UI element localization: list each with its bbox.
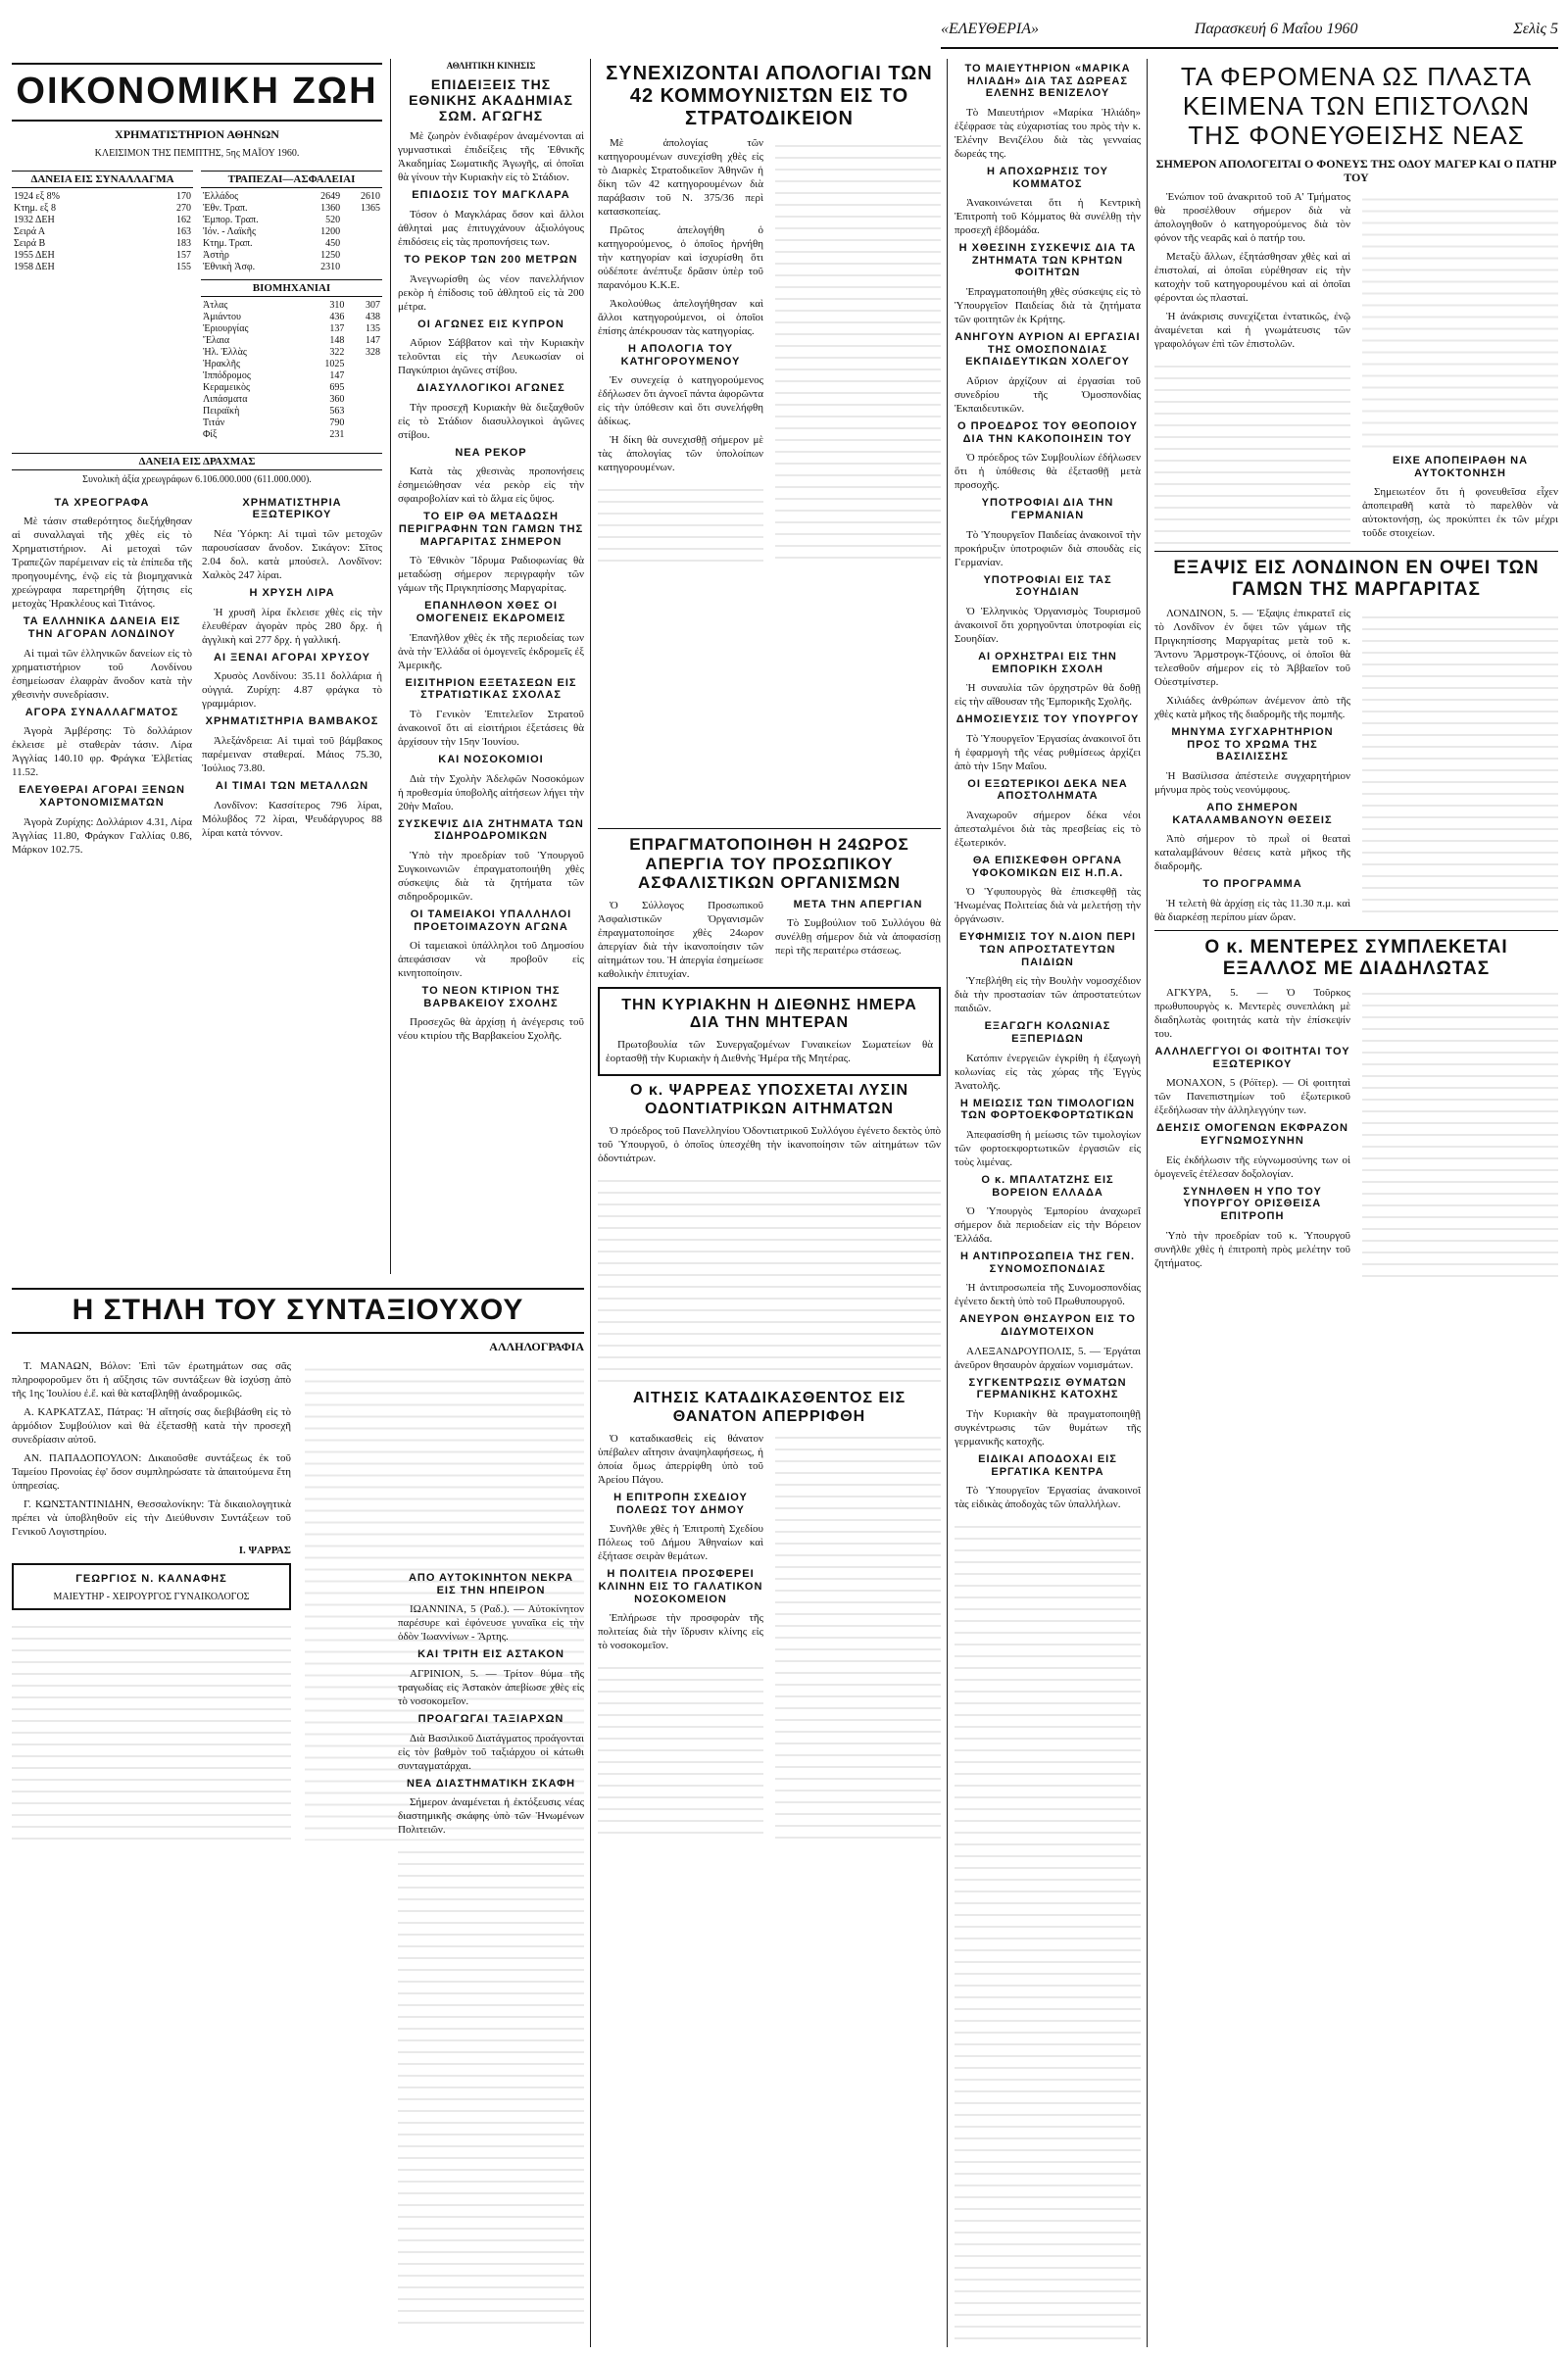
table-cell-label: 1955 ΔΕΗ xyxy=(14,249,55,261)
table-cell-value xyxy=(342,226,382,238)
drachma-loans-header: ΔΑΝΕΙΑ ΕΙΣ ΔΡΑΧΜΑΣ xyxy=(12,453,382,470)
column-text-block xyxy=(398,1841,584,2332)
table-cell-value: 137 xyxy=(329,322,345,334)
table-cell-value: 2310 xyxy=(320,261,341,272)
news-sub-17: ΣΥΓΚΕΝΤΡΩΣΙΣ ΘΥΜΑΤΩΝ ΓΕΡΜΑΝΙΚΗΣ ΚΑΤΟΧΗΣ xyxy=(968,1376,1127,1401)
news-text-9: Ἀναχωροῦν σήμερον δέκα νέοι ἀπεσταλμένοι διὰ τὰς πρεσβείας εἰς τὸ ἐξωτερικόν. xyxy=(955,810,1141,850)
table-cell-value: 162 xyxy=(176,214,191,225)
wedding-text-1: ΛΟΝΔΙΝΟΝ, 5. — Ἐξαψις ἐπικρατεῖ εἰς τὸ Λονδῖνον ἐν ὄψει τῶν γάμων τῆς Πριγκηπίσσης Μαργαρίτας μετὰ τοῦ κ. Ἄντονυ Ἄρμστρογκ-Τζόουνς, οἱ ὁποῖοι θὰ τελεσθοῦν σήμερον εἰς τὸ Ἀββαεῖον τοῦ Οὐεστμίνστερ. xyxy=(1154,608,1350,688)
table-cell-label: Ἰππόδρομος xyxy=(203,369,251,381)
table-cell-value xyxy=(342,215,382,226)
expat-text: Εἰς ἐκδήλωσιν τῆς εὐγνωμοσύνης των οἱ ὁμογενεῖς ἐτέλεσαν δοξολογίαν. xyxy=(1154,1154,1350,1180)
committee-title: Η ΕΠΙΤΡΟΠΗ ΣΧΕΔΙΟΥ ΠΟΛΕΩΣ ΤΟΥ ΔΗΜΟΥ xyxy=(613,1491,748,1516)
news-text-7: Ἡ συναυλία τῶν ὀρχηστρῶν θὰ δοθῇ εἰς τὴν αἴθουσαν τῆς Ἐμπορικῆς Σχολῆς. xyxy=(955,682,1141,709)
table-cell-value: 157 xyxy=(176,249,191,261)
table-cell-value: 360 xyxy=(329,393,345,405)
loans-table xyxy=(12,191,193,273)
table-cell-value: 563 xyxy=(329,405,345,417)
athletics-sub-6: ΤΟ ΕΙΡ ΘΑ ΜΕΤΑΔΩΣΗ ΠΕΡΙΓΡΑΦΗΝ ΤΩΝ ΓΑΜΩΝ ΤΗΣ ΜΑΡΓΑΡΙΤΑΣ ΣΗΜΕΡΟΝ xyxy=(398,511,584,548)
news-sub-11: ΕΥΦΗΜΙΣΙΣ ΤΟΥ Ν.ΔΙΟΝ ΠΕΡΙ ΤΩΝ ΑΠΡΟΣΤΑΤΕΥΤΩΝ ΠΑΙΔΙΩΝ xyxy=(958,931,1137,968)
table-cell-value: 1250 xyxy=(320,249,341,261)
table-cell-value: 438 xyxy=(366,311,380,322)
letters-text-4: Σημειωτέον ὅτι ἡ φονευθεῖσα εἶχεν ἀποπειραθῆ κατὰ τὸ παρελθὸν νὰ αὐτοκτονήσῃ, ὡς προκύπτει ἐκ τῶν μέχρι τοῦδε στοιχείων. xyxy=(1362,486,1558,540)
table-cell-label: Ἐθν. Τραπ. xyxy=(203,202,248,214)
appeal-text: Ὁ καταδικασθεὶς εἰς θάνατον ὑπέβαλεν αἴτησιν ἀναψηλαφήσεως, ἡ ὁποία ὅμως ἀπερρίφθη ὑπὸ τοῦ Ἀρείου Πάγου. xyxy=(598,1432,763,1486)
news-text-13: Ἀπεφασίσθη ἡ μείωσις τῶν τιμολογίων τῶν φορτοεκφορτωτικῶν ἐργασιῶν εἰς τοὺς λιμένας. xyxy=(955,1128,1141,1168)
pensioner-sub: ΑΛΛΗΛΟΓΡΑΦΙΑ xyxy=(489,1339,584,1353)
news-text-11: Ὑπεβλήθη εἰς τὴν Βουλὴν νομοσχέδιον διὰ τὴν προστασίαν τῶν ἀπροστατεύτων παιδιῶν. xyxy=(955,975,1141,1015)
table-cell-label: Ἐθνικὴ Ἀσφ. xyxy=(203,261,256,272)
athletics-text: Μὲ ζωηρὸν ἐνδιαφέρον ἀναμένονται αἱ γυμναστικαὶ ἐπιδείξεις τῆς Ἐθνικῆς Ἀκαδημίας Σωματικῆς Ἀγωγῆς, αἱ ὁποῖαι θὰ γίνουν τὴν Κυριακὴν εἰς τὸ Στάδιον. xyxy=(398,130,584,184)
table-cell-label: Κεραμεικὸς xyxy=(203,381,250,393)
industry-row xyxy=(201,382,382,394)
masthead-paper: «ΕΛΕΥΘΕΡΙΑ» xyxy=(941,21,1040,37)
table-cell-value: 1365 xyxy=(361,202,380,214)
column-rule xyxy=(1147,59,1148,2347)
mother-text: Πρωτοβουλία τῶν Συνεργαζομένων Γυναικείων Σωματείων θὰ ἑορτασθῇ τὴν Κυριακὴν ἡ Διεθνὴς Ἡμέρα τῆς Μητέρας. xyxy=(606,1039,933,1065)
athletics-text-2: Ἀνεγνωρίσθη ὡς νέον πανελλήνιον ρεκὸρ ἡ ἐπίδοσις τοῦ ἀθλητοῦ εἰς τὰ 200 μέτρα. xyxy=(398,272,584,313)
banks-table xyxy=(201,191,382,273)
appeal-title: ΑΙΤΗΣΙΣ ΚΑΤΑΔΙΚΑΣΘΕΝΤΟΣ ΕΙΣ ΘΑΝΑΤΟΝ ΑΠΕΡΡΙΦΘΗ xyxy=(632,1390,906,1425)
athletics-sub-14: ΚΑΙ ΤΡΙΤΗ ΕΙΣ ΑΣΤΑΚΟΝ xyxy=(417,1648,564,1661)
loans-row xyxy=(12,226,193,238)
bonds-text: Μὲ τάσιν σταθερότητος διεξήχθησαν αἱ συναλλαγαὶ τῆς χθὲς εἰς τὸ Χρηματιστήριον. Αἱ μετοχαὶ τῶν Τραπεζῶν παρέμειναν εἰς τὰ ἐπίπεδα τῆς προηγουμένης, ἐνῷ εἰς τὰ βιομηχανικὰ χρεώγραφα παρετηρήθη ζήτησις εἰς μετοχὰς Ἡρακλέους καὶ Τιτάνος. xyxy=(12,516,192,611)
strike-text-2: Τὸ Συμβούλιον τοῦ Συλλόγου θὰ συνέλθῃ σήμερον διὰ νὰ ἀποφασίσῃ περὶ τῆς περαιτέρω στάσεως. xyxy=(775,917,941,958)
news-text-4: Ὁ πρόεδρος τῶν Συμβουλίων ἐδήλωσεν ὅτι ἡ ὑπόθεσις θὰ ἐξετασθῇ μετὰ προσοχῆς. xyxy=(955,452,1141,492)
column-rule xyxy=(390,59,391,1274)
table-cell-label: Λιπάσματα xyxy=(203,393,248,405)
athletics-column xyxy=(398,59,584,1274)
athletics-sub-7: ΕΠΑΝΗΛΘΟΝ ΧΘΕΣ ΟΙ ΟΜΟΓΕΝΕΙΣ ΕΚΔΡΟΜΕΙΣ xyxy=(416,600,566,625)
loans-row xyxy=(12,215,193,226)
letters-dek: ΣΗΜΕΡΟΝ ΑΠΟΛΟΓΕΙΤΑΙ Ο ΦΟΝΕΥΣ ΤΗΣ ΟΔΟΥ ΜΑΓΕΡ ΚΑΙ Ο ΠΑΤΗΡ ΤΟΥ xyxy=(1155,156,1557,184)
table-cell-label: 1932 ΔΕΗ xyxy=(14,214,55,225)
dental-title: Ο κ. ΨΑΡΡΕΑΣ ΥΠΟΣΧΕΤΑΙ ΛΥΣΙΝ ΟΔΟΝΤΙΑΤΡΙΚΩΝ ΑΙΤΗΜΑΤΩΝ xyxy=(629,1082,909,1117)
athletics-sub-9: ΚΑΙ ΝΟΣΟΚΟΜΙΟΙ xyxy=(438,753,544,765)
industry-row xyxy=(201,335,382,347)
table-cell-value xyxy=(346,382,382,394)
table-cell-value: 147 xyxy=(329,369,345,381)
table-cell-value xyxy=(346,359,382,370)
menderes-title: Ο κ. ΜΕΝΤΕΡΕΣ ΣΥΜΠΛΕΚΕΤΑΙ ΕΞΑΛΛΟΣ ΜΕ ΔΙΑΔΗΛΩΤΑΣ xyxy=(1204,937,1508,980)
table-cell-value xyxy=(346,370,382,382)
news-sub-18: ΕΙΔΙΚΑΙ ΑΠΟΔΟΧΑΙ ΕΙΣ ΕΡΓΑΤΙΚΑ ΚΕΝΤΡΑ xyxy=(978,1452,1117,1478)
metals-text: Λονδῖνον: Κασσίτερος 796 λίραι, Μόλυβδος 72 λίραι, Ψευδάργυρος 88 λίραι κατὰ τόννον. xyxy=(202,799,382,839)
industry-row xyxy=(201,429,382,441)
free-title: ΕΛΕΥΘΕΡΑΙ ΑΓΟΡΑΙ ΞΕΝΩΝ ΧΑΡΤΟΝΟΜΙΣΜΑΤΩΝ xyxy=(19,784,185,809)
table-cell-value: 231 xyxy=(329,428,345,440)
banks-row xyxy=(201,191,382,203)
loans-row xyxy=(12,250,193,262)
athletics-text-12: Προσεχῶς θὰ ἀρχίσῃ ἡ ἀνέγερσις τοῦ νέου κτιρίου τῆς Βαρβακείου Σχολῆς. xyxy=(398,1016,584,1043)
letters-title: ΤΑ ΦΕΡΟΜΕΝΑ ΩΣ ΠΛΑΣΤΑ ΚΕΙΜΕΝΑ ΤΩΝ ΕΠΙΣΤΟΛΩΝ ΤΗΣ ΦΟΝΕΥΘΕΙΣΗΣ ΝΕΑΣ xyxy=(1180,62,1533,150)
pensioner-title: Η ΣΤΗΛΗ ΤΟΥ ΣΥΝΤΑΞΙΟΥΧΟΥ xyxy=(12,1288,584,1334)
trial-text-4: Ἐν συνεχείᾳ ὁ κατηγορούμενος ἐδήλωσεν ὅτι ἀγνοεῖ πάντα ἀφορῶντα εἰς τὴν ὑπόθεσιν καὶ ὅτι συνελήφθη ἀδίκως. xyxy=(598,374,763,428)
table-cell-value: 307 xyxy=(366,299,380,311)
table-cell-value: 310 xyxy=(329,299,345,311)
news-text-10: Ὁ Ὑφυπουργὸς θὰ ἐπισκεφθῇ τὰς Ἡνωμένας Πολιτείας διὰ νὰ μελετήσῃ τὴν ὀργάνωσιν. xyxy=(955,886,1141,926)
news-sub-9: ΟΙ ΕΞΩΤΕΡΙΚΟΙ ΔΕΚΑ ΝΕΑ ΑΠΟΣΤΟΛΗΜΑΤΑ xyxy=(967,777,1128,803)
table-cell-value: 155 xyxy=(176,261,191,272)
athletics-sub-8: ΕΙΣΙΤΗΡΙΟΝ ΕΞΕΤΑΣΕΩΝ ΕΙΣ ΣΤΡΑΤΙΩΤΙΚΑΣ ΣΧΟΛΑΣ xyxy=(405,676,577,702)
athletics-text-10: Ὑπὸ τὴν προεδρίαν τοῦ Ὑπουργοῦ Συγκοινωνιῶν ἐπραγματοποιήθη χθὲς σύσκεψις διὰ τὰ ζητήματα τῶν σιδηροδρομικῶν. xyxy=(398,849,584,903)
athletics-text-13: ΙΩΑΝΝΙΝΑ, 5 (Ραδ.). — Αὐτοκίνητον παρέσυρε καὶ ἐφόνευσε γυναῖκα εἰς τὴν ὁδὸν Ἰωαννίνων - Ἄρτης. xyxy=(398,1603,584,1644)
banks-row xyxy=(201,226,382,238)
athletics-text-9: Διὰ τὴν Σχολὴν Ἀδελφῶν Νοσοκόμων ἡ προθεσμία ὑποβολῆς αἰτήσεων λήγει τὴν 20ὴν Μαΐου. xyxy=(398,772,584,812)
pensioner-text-1: Τ. ΜΑΝΑΩΝ, Βόλον: Ἐπὶ τῶν ἐρωτημάτων σας σᾶς πληροφοροῦμεν ὅτι ἡ αὔξησις τῶν συντάξεων θὰ ἰσχύσῃ ἀπὸ τῆς 1ης Ἰουλίου ἐ.ἔ. καὶ θὰ καταβληθῇ ἀναδρομικῶς. xyxy=(12,1359,291,1399)
wedding-sub-program: ΤΟ ΠΡΟΓΡΑΜΜΑ xyxy=(1202,878,1302,891)
banks-row xyxy=(201,262,382,273)
industry-row xyxy=(201,323,382,335)
maternity-text: Τὸ Μαιευτήριον «Μαρίκα Ἠλιάδη» ἐξέφρασε τὰς εὐχαριστίας του πρὸς τὴν κ. Ἑλένην Βενιζέλου διὰ τὰς γενναίας δωρεάς της. xyxy=(955,106,1141,160)
athletics-sub-5: ΝΕΑ ΡΕΚΟΡ xyxy=(455,446,527,459)
table-cell-label: Ἀτλας xyxy=(203,299,228,311)
news-text-8: Τὸ Ὑπουργεῖον Ἐργασίας ἀνακοινοῖ ὅτι ἡ ἐφαρμογὴ τῆς νέας ρυθμίσεως ἀρχίζει ἀπὸ τὴν 15ην Μαΐου. xyxy=(955,732,1141,772)
exchange-title: ΧΡΗΜΑΤΙΣΤΗΡΙΟΝ ΑΘΗΝΩΝ xyxy=(115,126,279,141)
close-line: ΚΛΕΙΣΙΜΟΝ ΤΗΣ ΠΕΜΠΤΗΣ, 5ης ΜΑΪΟΥ 1960. xyxy=(94,147,300,159)
table-cell-label: Κτημ. εξ 8 xyxy=(14,202,56,214)
cotton-text: Ἀλεξάνδρεια: Αἱ τιμαὶ τοῦ βάμβακος παρέμειναν σταθεραί. Μάιος 75.30, Ἰούλιος 73.80. xyxy=(202,734,382,774)
column-text-block xyxy=(955,1516,1141,2347)
athletics-text-15: Διὰ Βασιλικοῦ Διατάγματος προάγονται εἰς τὸν βαθμὸν τοῦ ταξιάρχου οἱ κάτωθι συνταγματάρχαι. xyxy=(398,1732,584,1772)
news-sub-4: Ο ΠΡΟΕΔΡΟΣ ΤΟΥ ΘΕΟΠΟΙΟΥ ΔΙΑ ΤΗΝ ΚΑΚΟΠΟΙΗΣΙΝ ΤΟΥ xyxy=(957,420,1138,445)
letters-text-1: Ἐνώπιον τοῦ ἀνακριτοῦ τοῦ Α' Τμήματος θὰ προσέλθουν σήμερον διὰ νὰ ἀπολογηθοῦν ὁ κατηγορούμενος διὰ τὸν φόνον τῆς νεαρᾶς καὶ ὁ πατήρ του. xyxy=(1154,190,1350,244)
banks-row xyxy=(201,215,382,226)
metals-title: ΑΙ ΤΙΜΑΙ ΤΩΝ ΜΕΤΑΛΛΩΝ xyxy=(215,779,369,792)
athletics-sub-1: ΕΠΙΔΟΣΙΣ ΤΟΥ ΜΑΓΚΛΑΡΑ xyxy=(412,189,570,202)
table-cell-label: Ἰόν. - Λαϊκῆς xyxy=(203,225,256,237)
news-text-18: Τὸ Ὑπουργεῖον Ἐργασίας ἀνακοινοῖ τὰς εἰδικὰς ἀποδοχὰς τῶν ὑπαλλήλων. xyxy=(955,1485,1141,1511)
news-sub-1: Η ΑΠΟΧΩΡΗΣΙΣ ΤΟΥ ΚΟΜΜΑΤΟΣ xyxy=(987,165,1108,190)
banks-row xyxy=(201,203,382,215)
maternity-title: ΤΟ ΜΑΙΕΥΤΗΡΙΟΝ «ΜΑΡΙΚΑ ΗΛΙΑΔΗ» ΔΙΑ ΤΑΣ ΔΩΡΕΑΣ ΕΛΕΝΗΣ ΒΕΝΙΖΕΛΟΥ xyxy=(964,63,1131,100)
loans-row xyxy=(12,262,193,273)
athletics-continued xyxy=(398,1568,584,2347)
dental-text: Ὁ πρόεδρος τοῦ Πανελληνίου Ὀδοντιατρικοῦ Συλλόγου ἐγένετο δεκτὸς ὑπὸ τοῦ Ὑπουργοῦ, ὁ ὁποῖος ὑπεσχέθη τὴν ἱκανοποίησιν τῶν αἰτημάτων τῶν ὀδοντιάτρων. xyxy=(598,1125,941,1165)
news-text-17: Τὴν Κυριακὴν θὰ πραγματοποιηθῇ συγκέντρωσις τῶν θυμάτων τῆς γερμανικῆς κατοχῆς. xyxy=(955,1407,1141,1448)
industry-row xyxy=(201,312,382,323)
gold-market-title: ΑΙ ΞΕΝΑΙ ΑΓΟΡΑΙ ΧΡΥΣΟΥ xyxy=(214,651,370,663)
table-cell-value xyxy=(346,417,382,429)
police-text: Ἐπλήρωσε τὴν προσφορὰν τῆς πολιτείας διὰ τὴν ἵδρυσιν κλίνης εἰς τὸ νοσοκομεῖον. xyxy=(598,1612,763,1652)
wedding-sub-today: ΑΠΟ ΣΗΜΕΡΟΝ ΚΑΤΑΛΑΜΒΑΝΟΥΝ ΘΕΣΕΙΣ xyxy=(1172,801,1333,826)
banks-row xyxy=(201,238,382,250)
news-text-14: Ὁ Ὑπουργὸς Ἐμπορίου ἀναχωρεῖ σήμερον διὰ περιοδείαν εἰς τὴν Βόρειον Ἑλλάδα. xyxy=(955,1205,1141,1246)
wedding-today-text: Ἀπὸ σήμερον τὸ πρωῒ οἱ θεαταὶ καταλαμβάνουν θέσεις κατὰ μῆκος τῆς διαδρομῆς. xyxy=(1154,833,1350,873)
lead-story-column xyxy=(1154,59,1558,2347)
table-cell-value: 163 xyxy=(176,225,191,237)
pensioner-text-3: ΑΝ. ΠΑΠΑΔΟΠΟΥΛΟΝ: Δικαιοῦσθε συντάξεως ἐκ τοῦ Ταμείου Προνοίας ἐφ' ὅσον συμπληρώσατε τὰ ἀπαιτούμενα ἔτη ὑπηρεσίας. xyxy=(12,1451,291,1492)
pensioner-signature: Ι. ΨΑΡΡΑΣ xyxy=(238,1544,291,1556)
column-text-block xyxy=(1362,607,1558,920)
table-cell-label: Ἑλλάδος xyxy=(203,190,239,202)
table-cell-value xyxy=(342,250,382,262)
news-text-1: Ἀνακοινώνεται ὅτι ἡ Κεντρικὴ Ἐπιτροπὴ τοῦ Κόμματος θὰ συνέλθῃ τὴν προσεχῆ ἑβδομάδα. xyxy=(955,197,1141,237)
wedding-royal-text: Ἡ Βασίλισσα ἀπέστειλε συγχαρητήριον μήνυμα πρὸς τοὺς νεονύμφους. xyxy=(1154,769,1350,796)
free-text: Ἀγορὰ Ζυρίχης: Δολλάριον 4.31, Λίρα Ἀγγλίας 11.80, Φράγκον Γαλλίας 0.86, Μάρκον 102.75. xyxy=(12,815,192,856)
table-cell-label: Ἀμιάντου xyxy=(203,311,242,322)
strike-text: Ὁ Σύλλογος Προσωπικοῦ Ἀσφαλιστικῶν Ὀργανισμῶν ἐπραγματοποίησε χθὲς 24ωρον ἀπεργίαν διὰ τὴν ἱκανοποίησιν τῶν αἰτημάτων του. Ἡ ἀπεργία ἐσημείωσε καθολικὴν ἐπιτυχίαν. xyxy=(598,899,763,980)
doctor-ad-sub: ΜΑΙΕΥΤΗΡ - ΧΕΙΡΟΥΡΓΟΣ ΓΥΝΑΙΚΟΛΟΓΟΣ xyxy=(53,1592,250,1603)
news-text-5: Τὸ Ὑπουργεῖον Παιδείας ἀνακοινοῖ τὴν προκήρυξιν ὑποτροφιῶν διὰ σπουδὰς εἰς Γερμανίαν. xyxy=(955,528,1141,568)
news-sub-13: Η ΜΕΙΩΣΙΣ ΤΩΝ ΤΙΜΟΛΟΓΙΩΝ ΤΩΝ ΦΟΡΤΟΕΚΦΟΡΤΩΤΙΚΩΝ xyxy=(959,1097,1136,1122)
pensioner-text-2: Α. ΚΑΡΚΑΤΖΑΣ, Πάτρας: Ἡ αἴτησίς σας διεβιβάσθη εἰς τὸ ἁρμόδιον Συμβούλιον καὶ θὰ ἐξετασθῇ κατὰ τὴν προσεχῆ συνεδρίασιν αὐτοῦ. xyxy=(12,1405,291,1446)
table-cell-label: Ἀστὴρ xyxy=(203,249,229,261)
table-cell-value xyxy=(346,429,382,441)
table-cell-label: Κτημ. Τραπ. xyxy=(203,237,253,249)
table-cell-label: Ἡρακλῆς xyxy=(203,358,240,369)
athletics-kicker: ΑΘΛΗΤΙΚΗ ΚΙΝΗΣΙΣ xyxy=(446,61,536,71)
news-text-6: Ὁ Ἑλληνικὸς Ὀργανισμὸς Τουρισμοῦ ἀνακοινοῖ ὅτι χορηγοῦνται ὑποτροφίαι εἰς Σουηδίαν. xyxy=(955,605,1141,645)
table-cell-label: Τιτάν xyxy=(203,417,225,428)
athletics-text-16: Σήμερον ἀναμένεται ἡ ἐκτόξευσις νέας διαστημικῆς σκάφης ὑπὸ τῶν Ἡνωμένων Πολιτειῶν. xyxy=(398,1796,584,1837)
athletics-sub-16: ΝΕΑ ΔΙΑΣΤΗΜΑΤΙΚΗ ΣΚΑΦΗ xyxy=(406,1777,576,1790)
loans-row xyxy=(12,203,193,215)
cotton-title: ΧΡΗΜΑΤΙΣΤΗΡΙΑ ΒΑΜΒΑΚΟΣ xyxy=(205,715,379,728)
industry-row xyxy=(201,347,382,359)
wedding-title: ΕΞΑΨΙΣ ΕΙΣ ΛΟΝΔΙΝΟΝ ΕΝ ΟΨΕΙ ΤΩΝ ΓΑΜΩΝ ΤΗΣ ΜΑΡΓΑΡΙΤΑΣ xyxy=(1173,558,1540,601)
industry-row xyxy=(201,359,382,370)
athletics-sub-10: ΣΥΣΚΕΨΙΣ ΔΙΑ ΖΗΤΗΜΑΤΑ ΤΩΝ ΣΙΔΗΡΟΔΡΟΜΙΚΩΝ xyxy=(398,817,584,843)
news-sub-8: ΔΗΜΟΣΙΕΥΣΙΣ ΤΟΥ ΥΠΟΥΡΓΟΥ xyxy=(956,713,1140,726)
strike-sub: ΜΕΤΑ ΤΗΝ ΑΠΕΡΓΙΑΝ xyxy=(793,898,923,910)
athletics-sub-3: ΟΙ ΑΓΩΝΕΣ ΕΙΣ ΚΥΠΡΟΝ xyxy=(417,318,564,330)
athletics-text-5: Κατὰ τὰς χθεσινὰς προπονήσεις ἐσημειώθησαν νέα ρεκὸρ εἰς τὴν σφαιροβολίαν καὶ τὸ ἅλμα εἰς ὕψος. xyxy=(398,466,584,506)
trial-sub-1: Η ΑΠΟΛΟΓΙΑ ΤΟΥ ΚΑΤΗΓΟΡΟΥΜΕΝΟΥ xyxy=(620,343,741,368)
athletics-text-1: Τόσον ὁ Μαγκλάρας ὅσον καὶ ἄλλοι ἀθληταὶ μας ἐπιτυγχάνουν ἀξιολόγους ἐπιδόσεις εἰς τὰς προπονήσεις των. xyxy=(398,208,584,248)
students-title: ΑΛΛΗΛΕΓΓΥΟΙ ΟΙ ΦΟΙΤΗΤΑΙ ΤΟΥ ΕΞΩΤΕΡΙΚΟΥ xyxy=(1154,1046,1350,1070)
table-cell-value: 147 xyxy=(366,334,380,346)
interior-title: ΧΡΗΜΑΤΙΣΤΗΡΙΑ ΕΞΩΤΕΡΙΚΟΥ xyxy=(242,496,342,521)
industry-row xyxy=(201,300,382,312)
table-cell-value: 135 xyxy=(366,322,380,334)
loans-header: ΔΑΝΕΙΑ ΕΙΣ ΣΥΝΑΛΛΑΓΜΑ xyxy=(12,171,193,188)
loans-row xyxy=(12,238,193,250)
athletics-sub-4: ΔΙΑΣΥΛΛΟΓΙΚΟΙ ΑΓΩΝΕΣ xyxy=(416,382,565,395)
industry-row xyxy=(201,417,382,429)
athletics-sub-2: ΤΟ ΡΕΚΟΡ ΤΩΝ 200 ΜΕΤΡΩΝ xyxy=(404,253,578,266)
news-sub-10: ΘΑ ΕΠΙΣΚΕΦΘΗ ΟΡΓΑΝΑ ΥΦΟΚΟΜΙΚΩΝ ΕΙΣ Η.Π.Α. xyxy=(971,855,1124,879)
table-cell-value: 695 xyxy=(329,381,345,393)
table-cell-value xyxy=(346,394,382,406)
economy-column xyxy=(12,59,382,1323)
table-cell-value: 450 xyxy=(325,237,341,249)
athletics-sub-12: ΤΟ ΝΕΟΝ ΚΤΙΡΙΟΝ ΤΗΣ ΒΑΡΒΑΚΕΙΟΥ ΣΧΟΛΗΣ xyxy=(421,985,561,1009)
column-rule xyxy=(947,59,948,2347)
police-title: Η ΠΟΛΙΤΕΙΑ ΠΡΟΣΦΕΡΕΙ ΚΛΙΝΗΝ ΕΙΣ ΤΟ ΓΑΛΑΤΙΚΟΝ ΝΟΣΟΚΟΜΕΙΟΝ xyxy=(598,1568,763,1605)
table-cell-label: Φίξ xyxy=(203,428,218,440)
trial-text-1: Μὲ ἀπολογίας τῶν κατηγορουμένων συνεχίσθη χθὲς εἰς τὸ Διαρκὲς Στρατοδικεῖον Ἀθηνῶν ἡ δίκη τῶν 42 κατηγορουμένων διὰ παράβασιν τοῦ Ν. 375/36 περὶ κατασκοπείας. xyxy=(598,137,763,218)
table-cell-label: 1958 ΔΕΗ xyxy=(14,261,55,272)
table-cell-value: 436 xyxy=(329,311,345,322)
trial-column xyxy=(598,59,941,2347)
trial-text-3: Ἀκολούθως ἀπελογήθησαν καὶ ἄλλοι κατηγορούμενοι, οἱ ὁποῖοι ἐπίσης ἀπέκρουσαν τὰς κατηγορίας. xyxy=(598,298,763,337)
table-cell-label: Σειρά Α xyxy=(14,225,46,237)
table-cell-label: Ἐμπορ. Τραπ. xyxy=(203,214,259,225)
table-cell-value: 328 xyxy=(366,346,380,358)
committee-text: Συνῆλθε χθὲς ἡ Ἐπιτροπὴ Σχεδίου Πόλεως τοῦ Δήμου Ἀθηναίων καὶ ἐξήτασε σειρὰν θεμάτων. xyxy=(598,1523,763,1563)
fx-text: Ἀγορὰ Ἀμβέρσης: Τὸ δολλάριον ἐκλεισε μὲ σταθερὰν τάσιν. Λίρα Ἀγγλίας 140.10 φρ. Φράγκα Ἑλβετίας 11.52. xyxy=(12,725,192,779)
menderes-text: ΑΓΚΥΡΑ, 5. — Ὁ Τοῦρκος πρωθυπουργὸς κ. Μεντερὲς συνεπλάκη μὲ διαδηλωτὰς φοιτητάς κατὰ τὴν ἐπίσκεψίν του. xyxy=(1154,987,1350,1041)
table-cell-value: 270 xyxy=(176,202,191,214)
column-rule xyxy=(590,59,591,2347)
page-masthead xyxy=(941,12,1558,49)
pensioner-text-4: Γ. ΚΩΝΣΤΑΝΤΙΝΙΔΗΝ, Θεσσαλονίκην: Τὰ δικαιολογητικὰ πρέπει νὰ ὑποβληθοῦν εἰς τὴν Διεύθυνσιν Συντάξεων τοῦ Γενικοῦ Λογιστηρίου. xyxy=(12,1498,291,1538)
column-text-block xyxy=(598,1170,941,1386)
interior-text: Νέα Ὑόρκη: Αἱ τιμαὶ τῶν μετοχῶν παρουσίασαν ἄνοδον. Σικάγον: Σῖτος 2.04 δολ. κατὰ μπούσελ. Λονδῖνον: Χαλκὸς 247 λίραι. xyxy=(202,527,382,581)
loans-row xyxy=(12,191,193,203)
trial-title: ΣΥΝΕΧΙΖΟΝΤΑΙ ΑΠΟΛΟΓΙΑΙ ΤΩΝ 42 ΚΟΜΜΟΥΝΙΣΤΩΝ ΕΙΣ ΤΟ ΣΤΡΑΤΟΔΙΚΕΙΟΝ xyxy=(606,63,933,129)
news-sub-12: ΕΞΑΓΩΓΗ ΚΟΛΩΝΙΑΣ ΕΞΠΕΡΙΔΩΝ xyxy=(984,1020,1111,1045)
table-cell-label: Ἡλ. Ἐλλὰς xyxy=(203,346,247,358)
news-sub-15: Η ΑΝΤΙΠΡΟΣΩΠΕΙΑ ΤΗΣ ΓΕΝ. ΣΥΝΟΜΟΣΠΟΝΔΙΑΣ xyxy=(959,1251,1136,1275)
news-column xyxy=(955,59,1141,2347)
table-cell-value: 148 xyxy=(329,334,345,346)
fx-title: ΑΓΟΡΑ ΣΥΝΑΛΛΑΓΜΑΤΟΣ xyxy=(24,706,179,718)
athletics-sub-15: ΠΡΟΑΓΩΓΑΙ ΤΑΞΙΑΡΧΩΝ xyxy=(417,1712,564,1725)
athletics-sub-11: ΟΙ ΤΑΜΕΙΑΚΟΙ ΥΠΑΛΛΗΛΟΙ ΠΡΟΕΤΟΙΜΑΖΟΥΝ ΑΓΩΝΑ xyxy=(410,908,572,933)
news-sub-7: ΑΙ ΟΡΧΗΣΤΡΑΙ ΕΙΣ ΤΗΝ ΕΜΠΟΡΙΚΗ ΣΧΟΛΗ xyxy=(978,650,1117,675)
trial-text-5: Ἡ δίκη θὰ συνεχισθῇ σήμερον μὲ τὰς ἀπολογίας τῶν ὑπολοίπων κατηγορουμένων. xyxy=(598,434,763,474)
table-cell-value: 322 xyxy=(329,346,345,358)
wedding-text-2: Χιλιάδες ἀνθρώπων ἀνέμενον ἀπὸ τῆς χθὲς κατὰ μῆκος τῆς διαδρομῆς τῆς πομπῆς. xyxy=(1154,695,1350,720)
news-text-3: Αὔριον ἀρχίζουν αἱ ἐργασίαι τοῦ συνεδρίου τῆς Ὁμοσπονδίας Ἐκπαιδευτικῶν. xyxy=(955,375,1141,416)
table-cell-value: 1200 xyxy=(320,225,341,237)
news-sub-3: ΑΝΗΓΟΥΝ ΑΥΡΙΟΝ ΑΙ ΕΡΓΑΣΙΑΙ ΤΗΣ ΟΜΟΣΠΟΝΔΙΑΣ ΕΚΠΑΙΔΕΥΤΙΚΩΝ ΧΟΛΕΓΟΥ xyxy=(955,331,1141,368)
mother-title: ΤΗΝ ΚΥΡΙΑΚΗΝ Η ΔΙΕΘΝΗΣ ΗΜΕΡΑ ΔΙΑ ΤΗΝ ΜΗΤΕΡΑΝ xyxy=(621,996,917,1032)
expat-sub: ΔΕΗΣΙΣ ΟΜΟΓΕΝΩΝ ΕΚΦΡΑΖΟΝ ΕΥΓΝΩΜΟΣΥΝΗΝ xyxy=(1156,1122,1348,1148)
athletics-text-6: Τὸ Ἐθνικὸν Ἵδρυμα Ραδιοφωνίας θὰ μεταδώσῃ σήμερον περιγραφὴν τῶν γάμων τῆς Πριγκηπίσσης Μαργαρίτας. xyxy=(398,555,584,595)
news-text-12: Κατόπιν ἐνεργειῶν ἐγκρίθη ἡ ἐξαγωγὴ κολωνίας εἰς τὰς χώρας τῆς Ἐγγὺς Ἀνατολῆς. xyxy=(955,1052,1141,1092)
trial-text-2: Πρῶτος ἀπελογήθη ὁ κατηγορούμενος, ὁ ὁποῖος ἠρνήθη τὴν κατηγορίαν καὶ ἰσχυρίσθη ὅτι οὐδέποτε ἀνέπτυξε δρᾶσιν ὑπὲρ τοῦ παρανόμου Κ.Κ.Ε. xyxy=(598,224,763,291)
masthead-page: Σελὶς 5 xyxy=(1513,21,1558,37)
letters-text-3: Ἡ ἀνάκρισις συνεχίζεται ἐντατικῶς, ἐνῷ ἀναμένεται καὶ ἡ γνωμάτευσις τῶν γραφολόγων ἐπὶ τῶν ἐπιστολῶν. xyxy=(1154,310,1350,350)
industry-table xyxy=(201,300,382,441)
athletics-text-4: Τὴν προσεχῆ Κυριακὴν θὰ διεξαχθοῦν εἰς τὸ Στάδιον διασυλλογικοὶ ἀγῶνες στίβου. xyxy=(398,401,584,441)
meeting-text: Ὑπὸ τὴν προεδρίαν τοῦ κ. Ὑπουργοῦ συνῆλθε χθὲς ἡ ἐπιτροπὴ πρὸς μελέτην τοῦ ζητήματος. xyxy=(1154,1229,1350,1269)
banks-header: ΤΡΑΠΕΖΑΙ—ΑΣΦΑΛΕΙΑΙ xyxy=(201,171,382,188)
table-cell-value: 170 xyxy=(176,190,191,202)
table-cell-value: 183 xyxy=(176,237,191,249)
athletics-text-7: Ἐπανῆλθον χθὲς ἐκ τῆς περιοδείας των ἀνὰ τὴν Ἑλλάδα οἱ ὁμογενεῖς ἐκδρομεῖς ἐξ Ἀμερικῆς. xyxy=(398,631,584,671)
athletics-sub-13: ΑΠΟ ΑΥΤΟΚΙΝΗΤΟΝ ΝΕΚΡΑ ΕΙΣ ΤΗΝ ΗΠΕΙΡΟΝ xyxy=(408,1572,574,1596)
table-cell-label: Σειρά Β xyxy=(14,237,46,249)
table-cell-value: 790 xyxy=(329,417,345,428)
gold-text: Ἡ χρυσῆ λίρα ἔκλεισε χθὲς εἰς τὴν ἐλευθέραν ἀγορὰν πρὸς 280 δρχ. ἡ ἀγγλικὴ καὶ 277 δρχ. ἡ γαλλική. xyxy=(202,606,382,646)
wedding-program-text: Ἡ τελετὴ θὰ ἀρχίσῃ εἰς τὰς 11.30 π.μ. καὶ θὰ διαρκέσῃ περίπου μίαν ὥραν. xyxy=(1154,897,1350,923)
foreign-title: ΤΑ ΕΛΛΗΝΙΚΑ ΔΑΝΕΙΑ ΕΙΣ ΤΗΝ ΑΓΟΡΑΝ ΛΟΝΔΙΝΟΥ xyxy=(23,615,181,640)
news-sub-16: ΑΝΕΥΡΟΝ ΘΗΣΑΥΡΟΝ ΕΙΣ ΤΟ ΔΙΔΥΜΟΤΕΙΧΟΝ xyxy=(959,1313,1136,1339)
industry-row xyxy=(201,370,382,382)
news-sub-14: Ο κ. ΜΠΑΛΤΑΤΖΗΣ ΕΙΣ ΒΟΡΕΙΟΝ ΕΛΛΑΔΑ xyxy=(981,1173,1114,1199)
letters-sub-1: ΕΙΧΕ ΑΠΟΠΕΙΡΑΘΗ ΝΑ ΑΥΤΟΚΤΟΝΗΣΗ xyxy=(1392,455,1529,479)
industry-row xyxy=(201,406,382,417)
industry-header: ΒΙΟΜΗΧΑΝΙΑΙ xyxy=(201,279,382,297)
table-cell-value: 2610 xyxy=(361,190,380,202)
table-cell-value: 1025 xyxy=(324,358,345,369)
news-sub-6: ΥΠΟΤΡΟΦΙΑΙ ΕΙΣ ΤΑΣ ΣΟΥΗΔΙΑΝ xyxy=(983,573,1112,599)
athletics-text-3: Αὔριον Σάββατον καὶ τὴν Κυριακὴν τελοῦνται εἰς τὴν Λευκωσίαν οἱ Παγκύπριοι ἀγῶνες στίβου. xyxy=(398,337,584,377)
news-text-16: ΑΛΕΞΑΝΔΡΟΥΠΟΛΙΣ, 5. — Ἐργάται ἀνεῦρον θησαυρὸν ἀρχαίων νομισμάτων. xyxy=(955,1345,1141,1371)
masthead-date: Παρασκευή 6 Μαΐου 1960 xyxy=(1194,21,1358,37)
gold-title: Η ΧΡΥΣΗ ΛΙΡΑ xyxy=(249,586,335,599)
table-cell-value: 520 xyxy=(325,214,341,225)
wedding-sub-royal: ΜΗΝΥΜΑ ΣΥΓΧΑΡΗΤΗΡΙΟΝ ΠΡΟΣ ΤΟ ΧΡΩΜΑ ΤΗΣ ΒΑΣΙΛΙΣΣΗΣ xyxy=(1171,726,1334,763)
news-sub-5: ΥΠΟΤΡΟΦΙΑΙ ΔΙΑ ΤΗΝ ΓΕΡΜΑΝΙΑΝ xyxy=(981,497,1114,521)
students-text: ΜΟΝΑΧΟΝ, 5 (Ρόϊτερ). — Οἱ φοιτηταὶ τῶν Πανεπιστημίων τοῦ ἐξωτερικοῦ ἐξεδήλωσαν τὴν ἀλληλεγγύην των. xyxy=(1154,1077,1350,1117)
table-cell-value xyxy=(342,238,382,250)
table-cell-value xyxy=(346,406,382,417)
table-cell-value: 1360 xyxy=(320,202,341,214)
athletics-text-14: ΑΓΡΙΝΙΟΝ, 5. — Τρίτον θύμα τῆς τραγωδίας εἰς Ἀστακὸν ἀπεβίωσε χθὲς εἰς τὸ νοσοκομεῖον. xyxy=(398,1667,584,1707)
strike-title: ΕΠΡΑΓΜΑΤΟΠΟΙΗΘΗ Η 24ΩΡΟΣ ΑΠΕΡΓΙΑ ΤΟΥ ΠΡΟΣΩΠΙΚΟΥ ΑΣΦΑΛΙΣΤΙΚΩΝ ΟΡΓΑΝΙΣΜΩΝ xyxy=(629,835,909,893)
meeting-sub: ΣΥΝΗΛΘΕΝ Η ΥΠΟ ΤΟΥ ΥΠΟΥΡΓΟΥ ΟΡΙΣΘΕΙΣΑ ΕΠΙΤΡΟΠΗ xyxy=(1183,1185,1322,1222)
gold-market-text: Χρυσὸς Λονδίνου: 35.11 δολλάρια ἡ οὐγγιά. Ζυρίχη: 4.87 φράγκα τὸ γραμμάριον. xyxy=(202,670,382,711)
table-cell-label: Ἐριουργίας xyxy=(203,322,249,334)
total-line: Συνολικὴ ἀξία χρεωγράφων 6.106.000.000 (611.000.000). xyxy=(82,473,312,485)
athletics-title: ΕΠΙΔΕΙΞΕΙΣ ΤΗΣ ΕΘΝΙΚΗΣ ΑΚΑΔΗΜΙΑΣ ΣΩΜ. ΑΓΩΓΗΣ xyxy=(409,76,573,124)
table-cell-label: 1924 εξ 8% xyxy=(14,190,60,202)
table-cell-value xyxy=(342,262,382,273)
news-text-2: Ἐπραγματοποιήθη χθὲς σύσκεψις εἰς τὸ Ὑπουργεῖον Παιδείας διὰ τὰ ζητήματα τῶν φοιτητῶν ἐκ Κρήτης. xyxy=(955,286,1141,326)
bonds-title: ΤΑ ΧΡΕΟΓΡΑΦΑ xyxy=(54,496,150,509)
foreign-text: Αἱ τιμαὶ τῶν ἑλληνικῶν δανείων εἰς τὸ χρηματιστήριον τοῦ Λονδίνου ἐσημείωσαν ἐλαφρὰν ἄνοδον κατὰ τὴν χθεσινὴν συνεδρίασιν. xyxy=(12,647,192,701)
table-cell-value: 2649 xyxy=(320,190,341,202)
economy-title: ΟΙΚΟΝΟΜΙΚΗ ΖΩΗ xyxy=(12,63,382,122)
athletics-text-11: Οἱ ταμειακοὶ ὑπάλληλοι τοῦ Δημοσίου ἀπεφάσισαν νὰ προβοῦν εἰς κινητοποίησιν. xyxy=(398,940,584,980)
industry-row xyxy=(201,394,382,406)
letters-text-2: Μεταξὺ ἄλλων, ἐξητάσθησαν χθὲς καὶ αἱ ἐπιστολαί, αἱ ὁποῖαι εὑρέθησαν εἰς τὴν κατοχὴν τοῦ κατηγορουμένου καὶ αἱ ὁποῖαι φέρονται ὡς πλασταί. xyxy=(1154,250,1350,304)
news-sub-2: Η ΧΘΕΣΙΝΗ ΣΥΣΚΕΨΙΣ ΔΙΑ ΤΑ ΖΗΤΗΜΑΤΑ ΤΩΝ ΚΡΗΤΩΝ ΦΟΙΤΗΤΩΝ xyxy=(958,242,1137,279)
doctor-ad-title: ΓΕΩΡΓΙΟΣ Ν. ΚΑΛΝΑΦΗΣ xyxy=(75,1572,227,1585)
table-cell-label: Ἔλαια xyxy=(203,334,230,346)
news-text-15: Ἡ ἀντιπροσωπεία τῆς Συνομοσπονδίας ἐγένετο δεκτὴ ὑπὸ τοῦ Πρωθυπουργοῦ. xyxy=(955,1282,1141,1308)
athletics-text-8: Τὸ Γενικὸν Ἐπιτελεῖον Στρατοῦ ἀνακοινοῖ ὅτι αἱ εἰσιτήριοι ἐξετάσεις θὰ ἀρχίσουν τὴν 15ην Ἰουνίου. xyxy=(398,708,584,748)
banks-row xyxy=(201,250,382,262)
table-cell-label: Πειραϊκὴ xyxy=(203,405,240,417)
